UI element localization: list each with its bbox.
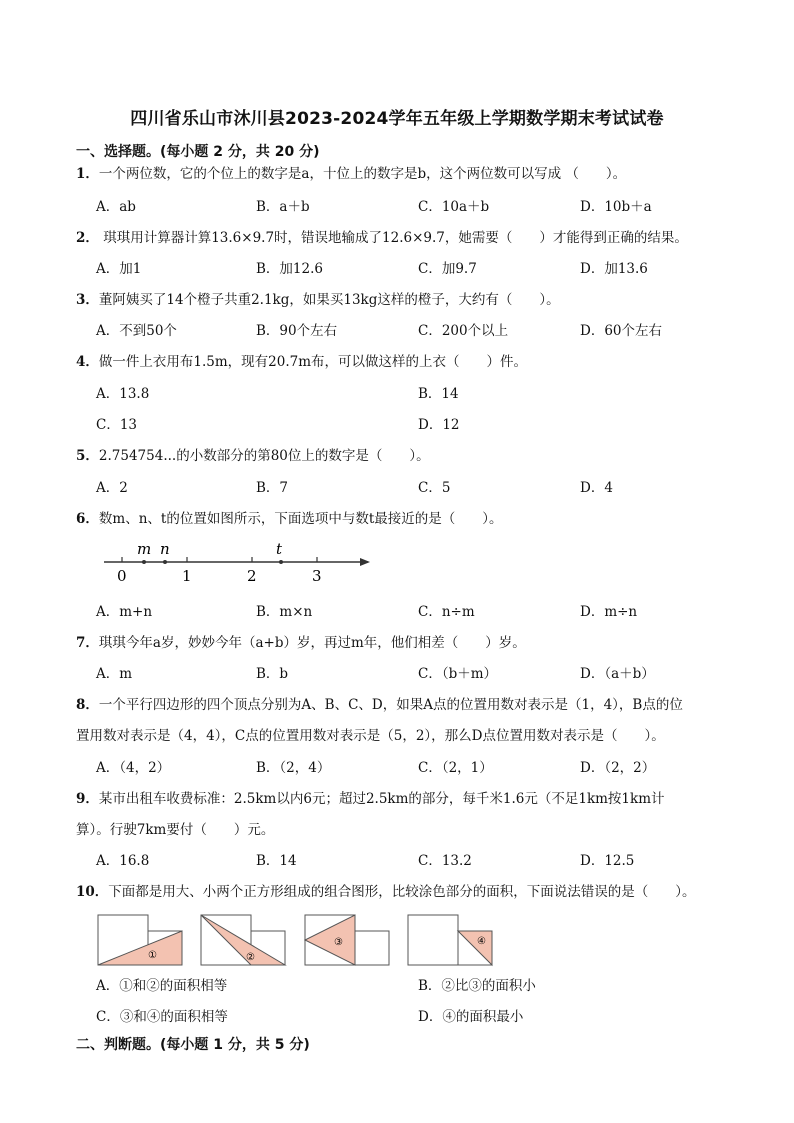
option-a: A．m xyxy=(96,666,133,682)
figure-3 xyxy=(305,915,389,965)
option-d: D．（2，2） xyxy=(580,760,656,776)
question-text: 一个平行四边形的四个顶点分别为A、B、C、D，如果A点的位置用数对表示是（1，4），B点的位 xyxy=(98,697,683,713)
question-number: 1． xyxy=(76,166,99,182)
option-c: C．（b＋m） xyxy=(418,666,498,682)
figure-label-4: ④ xyxy=(477,936,486,947)
option-d: D．④的面积最小 xyxy=(418,1009,524,1025)
question-4 xyxy=(76,353,527,371)
option-d: D．4 xyxy=(580,480,613,496)
option-b: B．②比③的面积小 xyxy=(418,978,536,994)
option-c: C．5 xyxy=(418,480,451,496)
square-figures xyxy=(96,911,496,967)
number-line-arrow xyxy=(360,558,370,566)
option-a: A．13.8 xyxy=(96,386,150,402)
option-b: B．a＋b xyxy=(256,199,310,215)
question-text: 某市出租车收费标准：2.5km以内6元；超过2.5km的部分，每千米1.6元（不足1km按1km计 xyxy=(98,791,665,807)
tick-label-3: 3 xyxy=(312,567,322,585)
section-heading-choice: 一、选择题。(每小题 2 分，共 20 分) xyxy=(76,144,320,160)
question-8-continued: 置用数对表示是（4，4），C点的位置用数对表示是（5，2），那么D点位置用数对表示是（ ）。 xyxy=(76,728,665,744)
option-c: C．（2，1） xyxy=(418,760,493,776)
question-number: 2． xyxy=(76,230,99,246)
question-number: 8． xyxy=(76,697,99,713)
option-a: A．（4，2） xyxy=(96,760,171,776)
question-10 xyxy=(76,883,696,901)
shaded-triangle xyxy=(305,915,355,965)
point-m xyxy=(142,560,146,564)
option-a: A．2 xyxy=(96,480,128,496)
question-text: 2.754754...的小数部分的第80位上的数字是（ ）。 xyxy=(98,448,430,464)
question-text: 琪琪今年a岁，妙妙今年（a+b）岁，再过m年，他们相差（ ）岁。 xyxy=(98,635,526,651)
option-b: B．b xyxy=(256,666,289,682)
option-a: A．加1 xyxy=(96,261,142,277)
figure-2 xyxy=(201,915,285,965)
option-a: A．16.8 xyxy=(96,853,150,869)
option-a: A．不到50个 xyxy=(96,323,177,339)
figure-label-3: ③ xyxy=(334,937,343,948)
option-c: C．n÷m xyxy=(418,604,475,620)
option-d: D．60个左右 xyxy=(580,323,663,339)
small-square xyxy=(355,931,389,965)
question-text: 一个两位数，它的个位上的数字是a，十位上的数字是b，这个两位数可以写成 （ ）。 xyxy=(98,166,627,182)
question-7 xyxy=(76,634,526,652)
figure-label-2: ② xyxy=(246,952,255,963)
option-b: B．14 xyxy=(256,853,297,869)
point-t xyxy=(279,560,283,564)
shaded-triangle xyxy=(201,915,285,965)
question-number: 5． xyxy=(76,448,99,464)
option-b: B．90个左右 xyxy=(256,323,338,339)
big-square xyxy=(408,915,458,965)
question-8 xyxy=(76,696,683,714)
question-text: 董阿姨买了14个橙子共重2.1kg，如果买13kg这样的橙子，大约有（ ）。 xyxy=(98,292,560,308)
tick-label-2: 2 xyxy=(247,567,257,585)
option-d: D．m÷n xyxy=(580,604,638,620)
option-c: C．10a＋b xyxy=(418,199,490,215)
question-3 xyxy=(76,291,560,309)
option-c: C．加9.7 xyxy=(418,261,477,277)
question-6 xyxy=(76,510,503,528)
point-n xyxy=(163,560,167,564)
question-number: 9． xyxy=(76,791,99,807)
option-b: B．7 xyxy=(256,480,289,496)
tick-label-1: 1 xyxy=(182,567,192,585)
option-d: D．12 xyxy=(418,417,460,433)
option-b: B．14 xyxy=(418,386,459,402)
point-label-n: n xyxy=(160,540,170,558)
option-c: C．③和④的面积相等 xyxy=(96,1009,228,1025)
option-a: A．m+n xyxy=(96,604,153,620)
option-d: D．加13.6 xyxy=(580,261,648,277)
option-c: C．13.2 xyxy=(418,853,472,869)
number-line-figure xyxy=(96,536,380,588)
tick-label-0: 0 xyxy=(117,567,127,585)
page-title: 四川省乐山市沐川县2023-2024学年五年级上学期数学期末考试试卷 xyxy=(130,109,664,129)
question-number: 7． xyxy=(76,635,99,651)
point-label-m: m xyxy=(137,540,152,558)
question-2 xyxy=(76,229,688,247)
option-b: B．（2，4） xyxy=(256,760,331,776)
figure-label-1: ① xyxy=(148,950,157,961)
question-number: 4． xyxy=(76,354,99,370)
shaded-triangle xyxy=(458,931,492,965)
option-d: D．12.5 xyxy=(580,853,635,869)
question-1 xyxy=(76,165,626,183)
option-d: D．10b＋a xyxy=(580,199,652,215)
question-text: 下面都是用大、小两个正方形组成的组合图形，比较涂色部分的面积，下面说法错误的是（ ）。 xyxy=(108,884,696,900)
question-9-continued: 算）。行驶7km要付（ ）元。 xyxy=(76,822,275,838)
option-b: B．加12.6 xyxy=(256,261,323,277)
question-5 xyxy=(76,447,430,465)
figure-4 xyxy=(408,915,492,965)
point-label-t: t xyxy=(276,540,283,558)
question-text: 琪琪用计算器计算13.6×9.7时，错误地输成了12.6×9.7，她需要（ ）才能得到正确的结果。 xyxy=(98,230,688,246)
shaded-triangle xyxy=(98,931,182,965)
question-number: 3． xyxy=(76,292,99,308)
figure-1 xyxy=(98,915,182,965)
option-c: C．200个以上 xyxy=(418,323,509,339)
question-text: 数m、n、t的位置如图所示，下面选项中与数t最接近的是（ ）。 xyxy=(98,511,503,527)
option-a: A．ab xyxy=(96,199,136,215)
question-9 xyxy=(76,790,665,808)
option-b: B．m×n xyxy=(256,604,313,620)
question-number: 6． xyxy=(76,511,99,527)
option-c: C．13 xyxy=(96,417,138,433)
question-number: 10． xyxy=(76,884,109,900)
option-d: D．（a＋b） xyxy=(580,666,655,682)
question-text: 做一件上衣用布1.5m，现有20.7m布，可以做这样的上衣（ ）件。 xyxy=(98,354,528,370)
option-a: A．①和②的面积相等 xyxy=(96,978,228,994)
section-heading-judgement: 二、判断题。(每小题 1 分，共 5 分) xyxy=(76,1037,310,1053)
